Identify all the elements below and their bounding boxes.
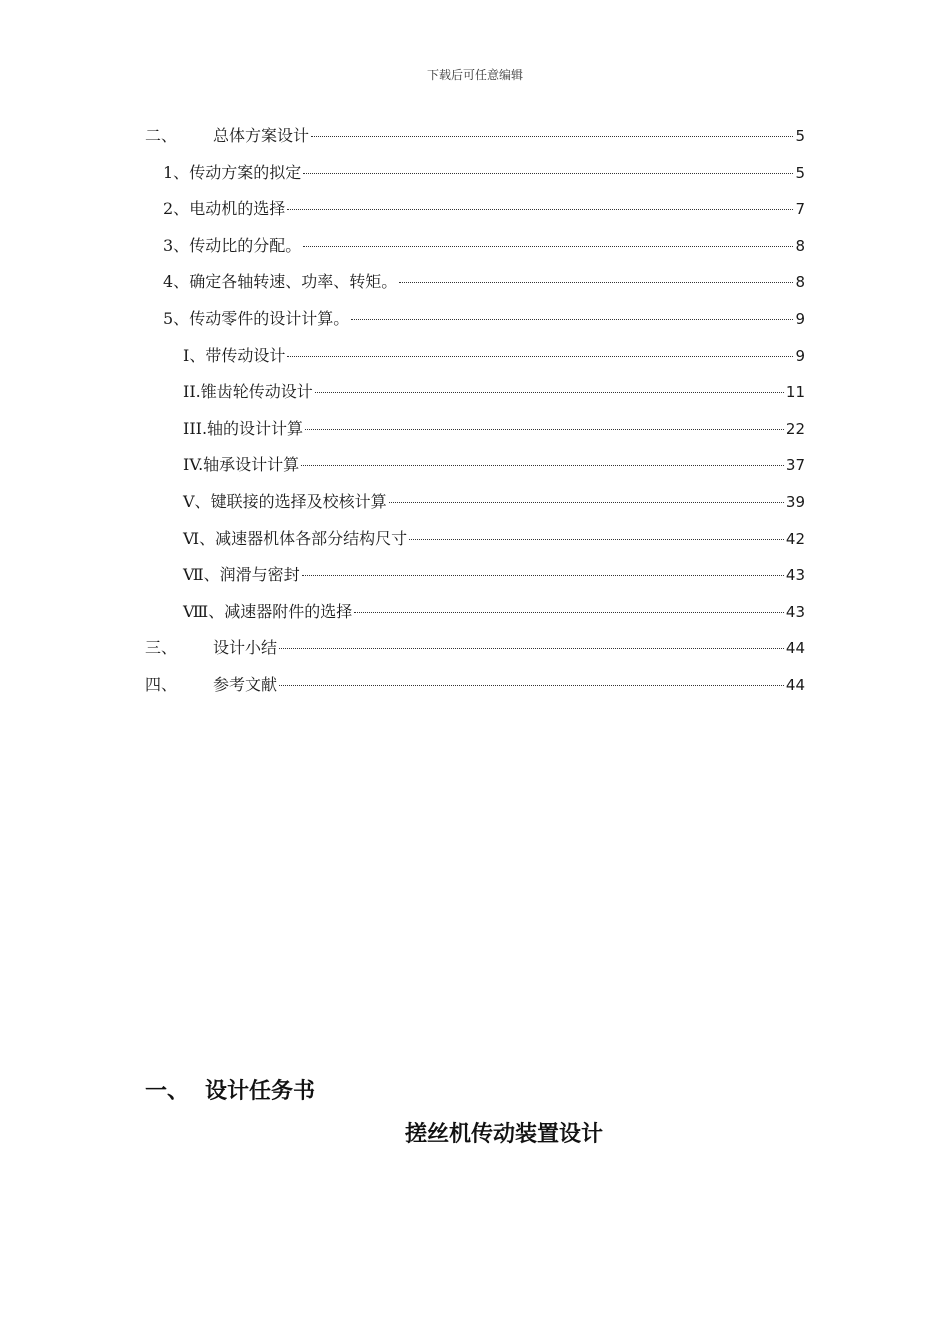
toc-title: 参考文献 (213, 674, 278, 694)
toc-entry[interactable] (145, 343, 805, 380)
toc-entry[interactable] (145, 599, 805, 636)
toc-entry[interactable] (145, 379, 805, 416)
toc-number: 三、 (145, 638, 178, 658)
toc-title: 减速器附件的选择 (224, 601, 353, 621)
toc-number: 3、 (163, 235, 190, 255)
toc-dot-leader (279, 685, 784, 686)
toc-dot-leader (302, 575, 784, 576)
toc-page-number: 9 (795, 309, 805, 328)
toc-page-number: 44 (785, 675, 805, 694)
toc-dot-leader (279, 648, 784, 649)
toc-number: 5、 (163, 308, 190, 328)
toc-page-number: 43 (785, 566, 805, 585)
toc-page-number: 5 (795, 127, 805, 145)
page-header-note: 下载后可任意编辑 (426, 68, 523, 82)
toc-number: III. (183, 418, 208, 438)
toc-page-number: 7 (795, 200, 805, 219)
toc-entry[interactable] (145, 562, 805, 599)
section-title: 设计任务书 (205, 1079, 316, 1104)
toc-number: Ⅴ、 (183, 491, 211, 511)
toc-dot-leader (287, 356, 793, 357)
toc-number: IV. (183, 455, 204, 475)
toc-title: 轴的设计计算 (207, 418, 304, 438)
toc-number: II. (183, 382, 201, 402)
toc-dot-leader (303, 246, 793, 247)
toc-title: 带传动设计 (205, 345, 286, 365)
toc-number: 四、 (145, 674, 178, 694)
toc-title: 确定各轴转速、功率、转矩。 (189, 272, 398, 292)
toc-number: Ⅷ、 (183, 601, 225, 621)
section-heading (145, 1074, 315, 1105)
toc-page-number: 37 (785, 456, 805, 475)
toc-entry[interactable] (145, 452, 805, 489)
toc-page-number: 9 (795, 346, 805, 365)
toc-title: 锥齿轮传动设计 (200, 382, 313, 402)
toc-entry[interactable] (145, 269, 805, 306)
toc-title: 设计小结 (213, 638, 278, 658)
toc-dot-leader (305, 429, 784, 430)
toc-title: 轴承设计计算 (203, 455, 300, 475)
toc-title: 减速器机体各部分结构尺寸 (215, 528, 408, 548)
toc-title: 总体方案设计 (213, 126, 310, 145)
toc-page-number: 44 (785, 639, 805, 658)
toc-entry[interactable] (145, 233, 805, 270)
toc-entry[interactable] (145, 526, 805, 563)
toc-dot-leader (351, 319, 793, 320)
toc-page-number: 22 (785, 419, 805, 438)
toc-page-number: 42 (785, 529, 805, 548)
toc-entry[interactable] (145, 489, 805, 526)
toc-dot-leader (303, 173, 793, 174)
toc-entry[interactable] (145, 306, 805, 343)
toc-title: 传动零件的设计计算。 (189, 308, 350, 328)
toc-entry[interactable] (145, 123, 805, 160)
toc-dot-leader (389, 502, 784, 503)
toc-page-number: 39 (785, 492, 805, 511)
toc-dot-leader (301, 465, 784, 466)
toc-number: 2、 (163, 199, 190, 219)
toc-number: Ⅰ、 (183, 345, 206, 365)
toc-title: 润滑与密封 (219, 565, 300, 585)
toc-page-number: 8 (795, 236, 805, 255)
toc-entry[interactable] (145, 672, 805, 709)
toc-number: 二、 (145, 126, 178, 145)
toc-title: 传动方案的拟定 (189, 162, 302, 182)
toc-dot-leader (409, 539, 784, 540)
toc-page-number: 11 (785, 383, 805, 402)
toc-number: Ⅶ、 (183, 565, 220, 585)
toc-entry[interactable] (145, 635, 805, 672)
toc-page-number: 8 (795, 273, 805, 292)
document-title: 搓丝机传动装置设计 (404, 1122, 603, 1147)
toc-page-number: 5 (795, 163, 805, 182)
toc-title: 传动比的分配。 (189, 235, 302, 255)
toc-title: 电动机的选择 (189, 199, 286, 219)
toc-entry[interactable] (145, 416, 805, 453)
toc-dot-leader (311, 136, 793, 137)
toc-number: Ⅵ、 (183, 528, 216, 548)
table-of-contents (145, 123, 805, 709)
toc-entry[interactable] (145, 196, 805, 233)
toc-dot-leader (399, 282, 793, 283)
toc-number: 1、 (163, 162, 190, 182)
toc-dot-leader (354, 612, 784, 613)
toc-title: 键联接的选择及校核计算 (210, 491, 387, 511)
toc-number: 4、 (163, 272, 190, 292)
toc-dot-leader (315, 392, 784, 393)
toc-page-number: 43 (785, 602, 805, 621)
toc-entry[interactable] (145, 160, 805, 197)
toc-dot-leader (287, 209, 793, 210)
section-number: 一、 (145, 1079, 190, 1104)
